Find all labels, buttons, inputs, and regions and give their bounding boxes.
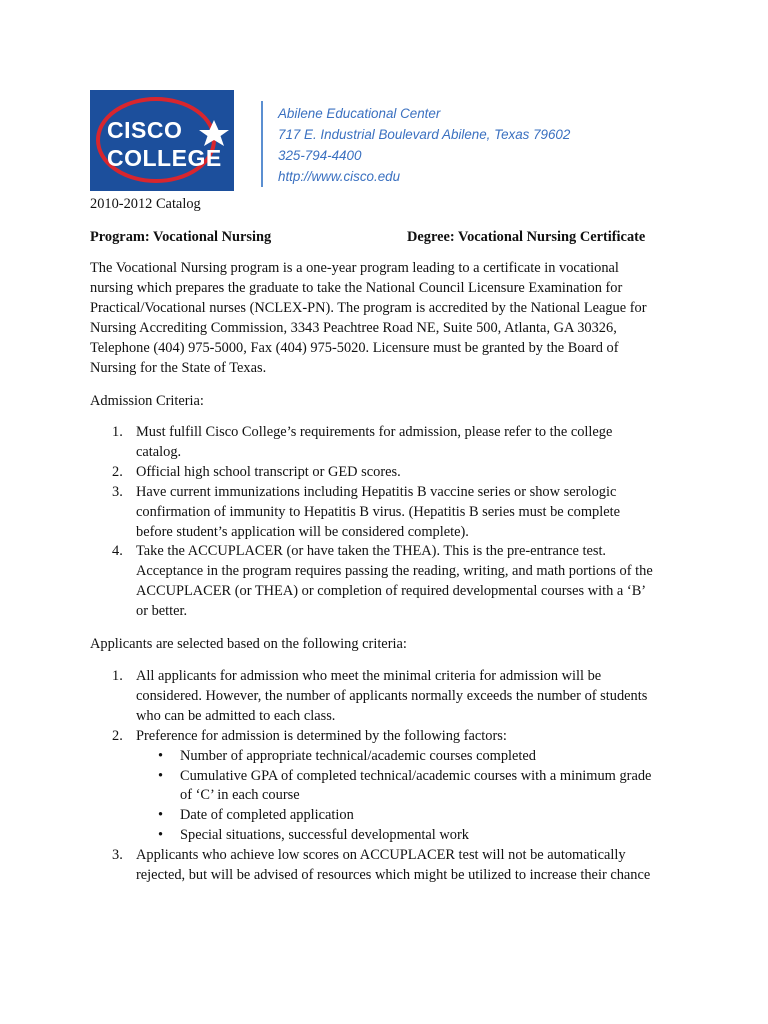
cisco-college-logo [90, 90, 234, 191]
item-number: 2. [112, 463, 123, 480]
program-title: Program: Vocational Nursing [90, 229, 272, 245]
item-number: 1. [112, 424, 123, 440]
description-line: The Vocational Nursing program is a one-year program leading to a certificate in vocational [90, 260, 619, 276]
selection-criteria-heading: Applicants are selected based on the following criteria: [90, 636, 407, 652]
item-line: Official high school transcript or GED scores. [136, 463, 401, 480]
item-line: Preference for admission is determined by the following factors: [136, 727, 507, 744]
preference-factor [136, 806, 710, 826]
description-line: Nursing for the State of Texas. [90, 359, 267, 376]
admission-criteria-heading: Admission Criteria: [90, 393, 204, 409]
admission-item [90, 483, 710, 543]
center-phone: 325-794-4400 [278, 148, 362, 163]
admission-item [90, 423, 710, 463]
item-line: Applicants who achieve low scores on ACCUPLACER test will not be automatically [136, 847, 626, 864]
preference-factor [136, 767, 710, 807]
item-number: 3. [112, 483, 123, 500]
contact-block [278, 103, 570, 187]
item-line: ACCUPLACER (or THEA) or completion of required developmental courses with a ‘B’ [136, 583, 647, 600]
degree-title: Degree: Vocational Nursing Certificate [407, 229, 646, 245]
factor-line: Date of completed application [180, 807, 354, 824]
item-number: 1. [112, 668, 123, 684]
header-divider [261, 101, 263, 187]
college-website-link[interactable]: http://www.cisco.edu [278, 169, 401, 184]
preference-factor [136, 747, 710, 767]
catalog-year: 2010-2012 Catalog [90, 196, 201, 212]
item-line: considered. However, the number of applicants normally exceeds the number of students [136, 687, 648, 704]
item-line: or better. [136, 603, 188, 620]
item-line: Must fulfill Cisco College’s requirements for admission, please refer to the college [136, 424, 613, 440]
bullet-icon: • [158, 827, 164, 844]
logo-text-cisco: CISCO [107, 117, 183, 143]
description-line: Nursing Accrediting Commission, 3343 Peachtree Road NE, Suite 500, Atlanta, GA 30326, [90, 319, 617, 336]
item-line: Take the ACCUPLACER (or have taken the THEA). This is the pre-entrance test. [136, 543, 607, 560]
item-line: catalog. [136, 443, 182, 460]
item-line: confirmation of immunity to Hepatitis B virus. (Hepatitis B series must be complete [136, 503, 621, 520]
item-number: 4. [112, 543, 123, 560]
logo-text-college: COLLEGE [107, 145, 222, 171]
factor-line: Special situations, successful developmental work [180, 827, 469, 844]
center-address: 717 E. Industrial Boulevard Abilene, Texas 79602 [278, 127, 571, 142]
preference-factors-list [136, 747, 710, 847]
bullet-icon: • [158, 807, 164, 824]
item-line: before student’s application will be considered complete). [136, 523, 469, 540]
description-line: Telephone (404) 975-5000, Fax (404) 975-5020. Licensure must be granted by the Board of [90, 339, 619, 356]
description-line: Practical/Vocational nurses (NCLEX-PN). The program is accredited by the National League for [90, 299, 647, 316]
description-line: nursing which prepares the graduate to take the National Council Licensure Examination for [90, 279, 623, 296]
bullet-icon: • [158, 747, 164, 764]
center-name: Abilene Educational Center [278, 106, 441, 121]
factor-line: Cumulative GPA of completed technical/academic courses with a minimum grade [180, 767, 652, 784]
bullet-icon: • [158, 767, 164, 784]
admission-item [90, 542, 710, 622]
selection-item [90, 727, 710, 846]
item-line: who can be admitted to each class. [136, 707, 336, 724]
selection-item [90, 846, 710, 886]
item-line: rejected, but will be advised of resources which might be utilized to increase their chance [136, 867, 651, 884]
item-number: 2. [112, 727, 123, 744]
preference-factor [136, 826, 710, 846]
factor-line: of ‘C’ in each course [180, 787, 300, 804]
selection-criteria-list [90, 667, 710, 886]
item-number: 3. [112, 847, 123, 864]
program-description [90, 259, 690, 378]
admission-item [90, 463, 710, 483]
item-line: All applicants for admission who meet the minimal criteria for admission will be [136, 668, 602, 684]
factor-line: Number of appropriate technical/academic courses completed [180, 747, 537, 764]
selection-item [90, 667, 710, 727]
admission-criteria-list [90, 423, 710, 622]
item-line: Acceptance in the program requires passing the reading, writing, and math portions of the [136, 563, 653, 580]
item-line: Have current immunizations including Hepatitis B vaccine series or show serologic [136, 483, 617, 500]
